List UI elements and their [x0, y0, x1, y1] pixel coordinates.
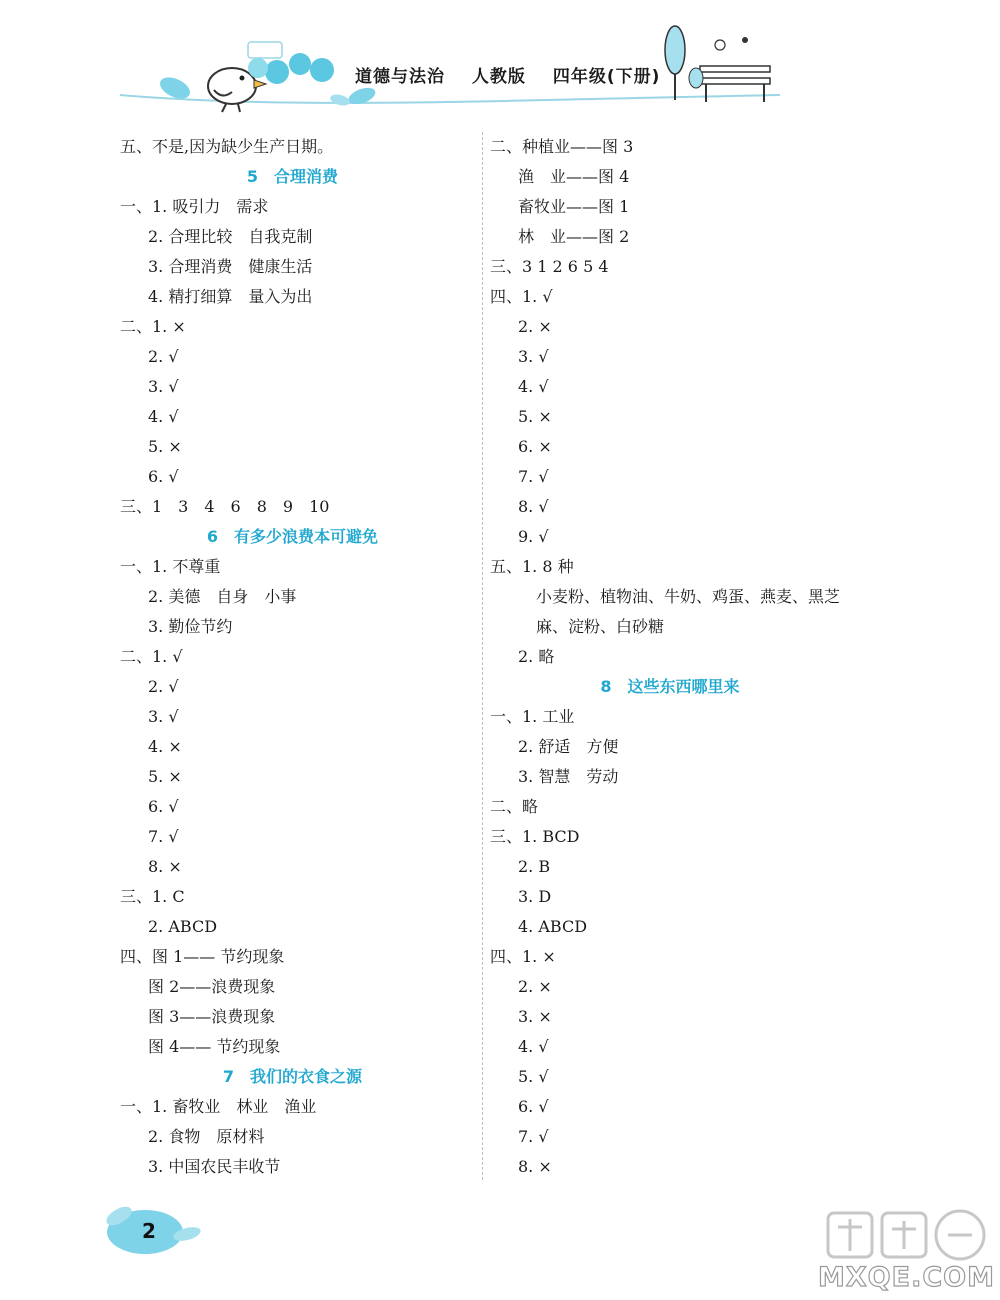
- answer-line: 6. √: [148, 797, 179, 816]
- answer-line: 3. 智慧 劳动: [518, 767, 619, 786]
- answer-line: 五、不是,因为缺少生产日期。: [120, 137, 334, 156]
- answer-line: 一、1. 工业: [490, 707, 575, 726]
- answer-line: 4. √: [148, 407, 179, 426]
- answer-line: 三、1 3 4 6 8 9 10: [120, 497, 330, 516]
- answer-line: 2. ×: [518, 977, 552, 996]
- answer-line: 8. √: [518, 497, 549, 516]
- answer-line: 畜牧业——图 1: [518, 197, 630, 216]
- answer-line: 2. 食物 原材料: [148, 1127, 265, 1146]
- answer-line: 三、3 1 2 6 5 4: [490, 257, 609, 276]
- answer-line: 2. ABCD: [148, 917, 218, 936]
- answer-line: 2. 美德 自身 小事: [148, 587, 297, 606]
- answer-line: 2. 合理比较 自我克制: [148, 227, 313, 246]
- header-decoration: [0, 0, 1000, 120]
- answer-line: 3. √: [148, 377, 179, 396]
- answer-line: 5. ×: [518, 407, 552, 426]
- answer-line: 小麦粉、植物油、牛奶、鸡蛋、燕麦、黑芝: [536, 587, 841, 606]
- answer-line: 图 2——浪费现象: [148, 977, 276, 996]
- answer-line: 3. 中国农民丰收节: [148, 1157, 281, 1176]
- answer-line: 7. √: [518, 1127, 549, 1146]
- grade-label: 四年级(下册): [552, 67, 661, 87]
- right-answer-column: [490, 132, 850, 1182]
- answer-line: 3. √: [518, 347, 549, 366]
- answer-line: 四、1. ×: [490, 947, 556, 966]
- answer-line: 4. √: [518, 377, 549, 396]
- answer-line: 8. ×: [518, 1157, 552, 1176]
- answer-line: 6. √: [518, 1097, 549, 1116]
- answer-line: 图 3——浪费现象: [148, 1007, 276, 1026]
- answer-line: 一、1. 不尊重: [120, 557, 221, 576]
- answer-line: 2. ×: [518, 317, 552, 336]
- answer-line: 6. ×: [518, 437, 552, 456]
- answer-line: 4. √: [518, 1037, 549, 1056]
- answer-line: 3. ×: [518, 1007, 552, 1026]
- column-divider: [482, 132, 483, 1180]
- watermark-text: MXQE.COM: [818, 1262, 995, 1293]
- page-number: 2: [142, 1219, 156, 1243]
- answer-line: 8. ×: [148, 857, 182, 876]
- answer-line: 二、种植业——图 3: [490, 137, 634, 156]
- answer-line: 三、1. BCD: [490, 827, 580, 846]
- section-title: 7 我们的衣食之源: [222, 1067, 363, 1086]
- answer-line: 2. B: [518, 857, 551, 876]
- answer-line: 五、1. 8 种: [490, 557, 574, 576]
- answer-line: 4. 精打细算 量入为出: [148, 287, 313, 306]
- answer-line: 5. √: [518, 1067, 549, 1086]
- answer-line: 9. √: [518, 527, 549, 546]
- bubble-decoration: [248, 42, 334, 84]
- answer-line: 7. √: [518, 467, 549, 486]
- answer-line: 三、1. C: [120, 887, 185, 906]
- answer-line: 3. 勤俭节约: [148, 617, 233, 636]
- answer-line: 3. √: [148, 707, 179, 726]
- answer-line: 3. 合理消费 健康生活: [148, 257, 313, 276]
- left-answer-column: [120, 132, 465, 1182]
- answer-line: 2. √: [148, 677, 179, 696]
- answer-line: 5. ×: [148, 437, 182, 456]
- edition-label: 人教版: [471, 67, 526, 87]
- answer-line: 4. ABCD: [518, 917, 588, 936]
- answer-line: 四、1. √: [490, 287, 553, 306]
- subject-label: 道德与法治: [355, 67, 445, 87]
- answer-line: 2. √: [148, 347, 179, 366]
- answer-line: 2. 略: [518, 647, 555, 666]
- answer-line: 林 业——图 2: [518, 227, 630, 246]
- answer-line: 一、1. 畜牧业 林业 渔业: [120, 1097, 317, 1116]
- answer-line: 二、1. √: [120, 647, 183, 666]
- answer-line: 渔 业——图 4: [518, 167, 630, 186]
- answer-line: 3. D: [518, 887, 552, 906]
- answer-line: 6. √: [148, 467, 179, 486]
- section-title: 6 有多少浪费本可避免: [206, 527, 379, 546]
- page-header: [0, 0, 1000, 120]
- section-title: 5 合理消费: [246, 167, 339, 186]
- answer-line: 二、略: [490, 797, 539, 816]
- answer-line: 2. 舒适 方便: [518, 737, 619, 756]
- answer-line: 二、1. ×: [120, 317, 186, 336]
- section-title: 8 这些东西哪里来: [600, 677, 740, 696]
- answer-line: 一、1. 吸引力 需求: [120, 197, 269, 216]
- answer-line: 图 4—— 节约现象: [148, 1037, 281, 1056]
- answer-line: 四、图 1—— 节约现象: [120, 947, 285, 966]
- answer-line: 4. ×: [148, 737, 182, 756]
- answer-line: 7. √: [148, 827, 179, 846]
- book-title: [355, 62, 680, 87]
- answer-line: 5. ×: [148, 767, 182, 786]
- answer-line: 麻、淀粉、白砂糖: [536, 617, 665, 636]
